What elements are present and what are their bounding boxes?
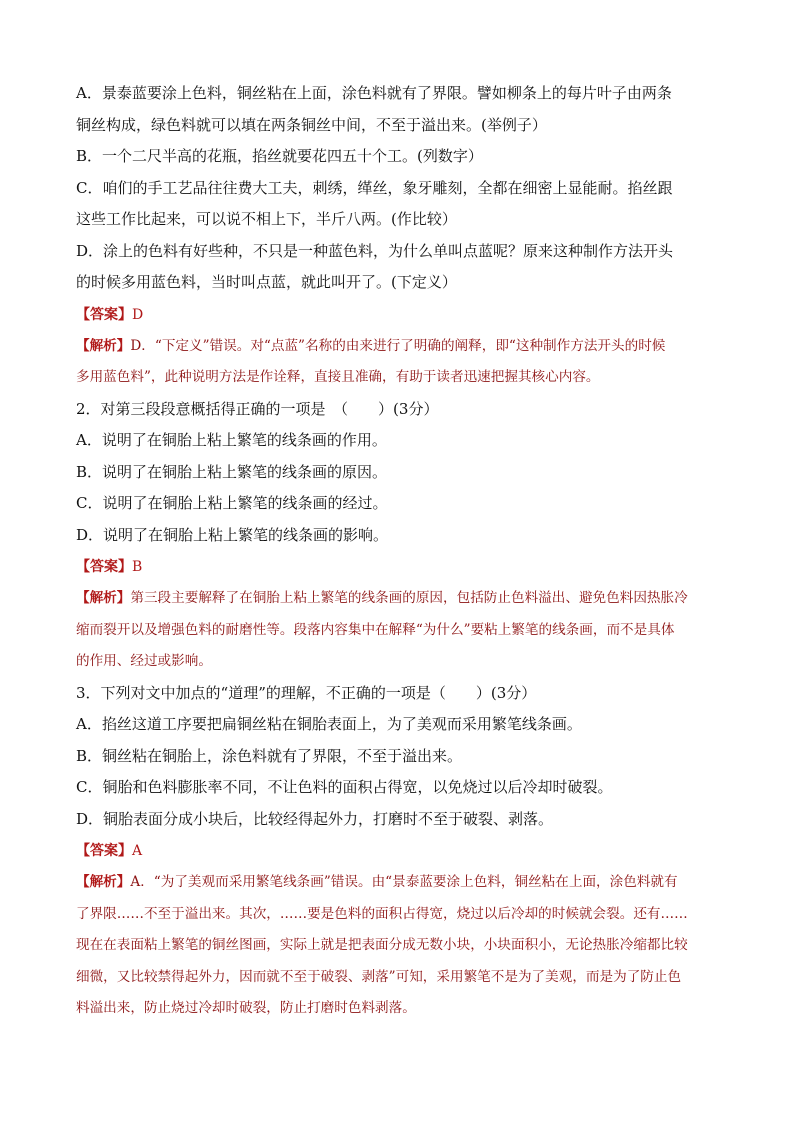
q1-option-a-line-1: A．景泰蓝要涂上色料，铜丝粘在上面，涂色料就有了界限。譬如柳条上的每片叶子由两条 — [76, 84, 672, 102]
q1-option-c-line-1: C．咱们的手工艺品往往费大工夫，刺绣，缂丝，象牙雕刻，全都在细密上显能耐。掐丝跟 — [76, 178, 673, 197]
q3-option-d: D．铜胎表面分成小块后，比较经得起外力，打磨时不至于破裂、剥落。 — [76, 809, 554, 828]
q1-analysis — [76, 331, 716, 394]
q3-analysis-line-4: 细微，又比较禁得起外力，因而就不至于破裂、剥落”可知，采用繁笔不是为了美观，而是为了防止色 — [76, 968, 682, 985]
q1-option-d-line-2: 的时候多用蓝色料，当时叫点蓝，就此叫开了。(下定义） — [76, 273, 457, 291]
q2-analysis-line-2: 缩而裂开以及增强色料的耐磨性等。段落内容集中在解释“为什么”要粘上繁笔的线条画，而不是具体 — [76, 621, 675, 638]
q3-analysis-line-3: 现在在表面粘上繁笔的铜丝图画，实际上就是把表面分成无数小块，小块面积小，无论热胀冷缩都比较 — [76, 937, 688, 953]
analysis-text: A．“为了美观而采用繁笔线条画”错误。由“景泰蓝要涂上色料，铜丝粘在上面，涂色料就有 — [130, 874, 678, 890]
q1-analysis-line-2: 多用蓝色料”，此种说明方法是作诠释，直接且准确，有助于读者迅速把握其核心内容。 — [76, 369, 600, 385]
question-1-options — [76, 78, 716, 299]
answer-value: B — [132, 559, 143, 575]
q2-analysis-line-1 — [76, 583, 716, 615]
analysis-tag: 【解析】 — [76, 337, 131, 354]
q1-option-b: B．一个二尺半高的花瓶，掐丝就要花四五十个工。(列数字） — [76, 147, 483, 165]
q2-analysis — [76, 583, 716, 678]
question-3 — [76, 678, 716, 836]
answer-tag: 【答案】 — [76, 843, 132, 859]
analysis-text: 第三段主要解释了在铜胎上粘上繁笔的线条画的原因，包括防止色料溢出、避免色料因热胀冷 — [130, 590, 688, 606]
question-2 — [76, 394, 716, 552]
answer-tag: 【答案】 — [76, 306, 132, 323]
analysis-text: D．“下定义”错误。对“点蓝”名称的由来进行了明确的阐释，即“这种制作方法开头的时候 — [130, 337, 666, 354]
q1-option-a-line-2: 铜丝构成，绿色料就可以填在两条铜丝中间，不至于溢出来。(举例子） — [76, 115, 547, 134]
q3-analysis-line-5: 料溢出来，防止烧过冷却时破裂，防止打磨时色料剥落。 — [76, 1000, 416, 1016]
q3-option-b: B．铜丝粘在铜胎上，涂色料就有了界限，不至于溢出来。 — [76, 746, 463, 765]
q3-answer — [76, 835, 716, 867]
q3-analysis-line-2: 了界限……不至于溢出来。其次，……要是色料的面积占得宽，烧过以后冷却的时候就会裂。还有…… — [76, 905, 688, 922]
q2-answer — [76, 551, 716, 583]
q2-option-c: C．说明了在铜胎上粘上繁笔的线条画的经过。 — [76, 494, 388, 512]
q2-stem: 2．对第三段段意概括得正确的一项是 （ ）(3分） — [76, 399, 439, 418]
q1-option-c-line-2: 这些工作比起来，可以说不相上下，半斤八两。(作比较） — [76, 210, 457, 228]
q3-analysis — [76, 867, 716, 1025]
analysis-tag: 【解析】 — [76, 874, 131, 890]
answer-tag: 【答案】 — [76, 559, 132, 575]
q3-analysis-line-1 — [76, 867, 716, 899]
q2-option-d: D．说明了在铜胎上粘上繁笔的线条画的影响。 — [76, 525, 389, 544]
q1-answer — [76, 299, 716, 331]
q2-analysis-line-3: 的作用、经过或影响。 — [76, 653, 212, 669]
q3-option-c: C．铜胎和色料膨胀率不同，不让色料的面积占得宽，以免烧过以后冷却时破裂。 — [76, 778, 613, 796]
q2-option-b: B．说明了在铜胎上粘上繁笔的线条画的原因。 — [76, 462, 388, 481]
q1-option-d-line-1: D．涂上的色料有好些种，不只是一种蓝色料，为什么单叫点蓝呢？原来这种制作方法开头 — [76, 241, 674, 260]
answer-value: A — [132, 843, 143, 859]
analysis-tag: 【解析】 — [76, 590, 131, 606]
q3-stem: 3．下列对文中加点的“道理”的理解，不正确的一项是（ ）(3分） — [76, 683, 537, 702]
answer-value: D — [132, 306, 144, 323]
q2-option-a: A．说明了在铜胎上粘上繁笔的线条画的作用。 — [76, 431, 387, 449]
q1-analysis-line-1 — [76, 331, 716, 363]
q3-option-a: A．掐丝这道工序要把扁铜丝粘在铜胎表面上，为了美观而采用繁笔线条画。 — [76, 715, 582, 733]
